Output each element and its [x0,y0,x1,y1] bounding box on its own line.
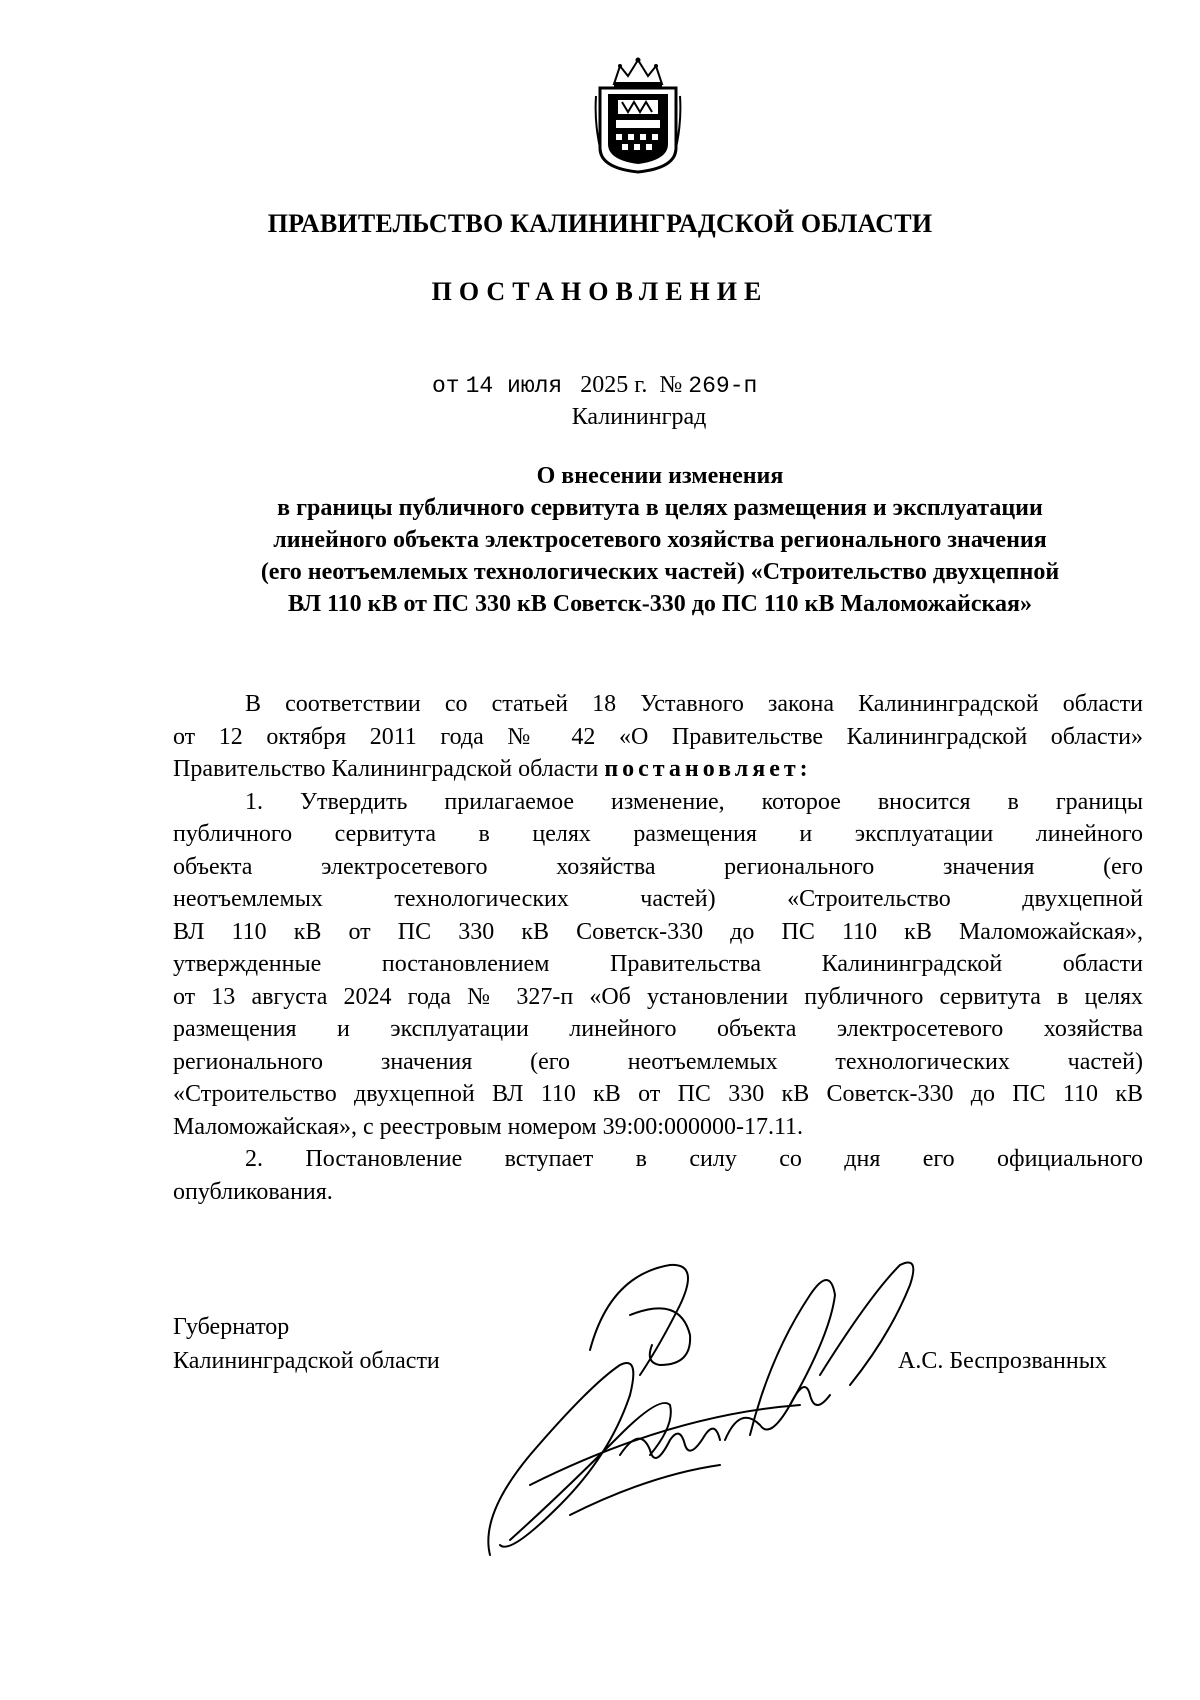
body-line: неотъемлемых технологических частей) «Строительство двухцепной [173,886,1143,912]
subject-line: в границы публичного сервитута в целях размещения и эксплуатации [277,495,1043,521]
body-line: от 13 августа 2024 года № 327-п «Об установлении публичного сервитута в целях [173,983,1143,1010]
document-subject [160,460,1160,620]
body-line: публичного сервитута в целях размещения и эксплуатации линейного [173,821,1143,847]
body-line: утвержденные постановлением Правительства Калининградской области [173,951,1143,977]
body-line: от 12 октября 2011 года № 42 «О Правительстве Калининградской области» [173,723,1143,750]
body-line: опубликования. [173,1178,333,1205]
body-line: объекта электросетевого хозяйства регионального значения (его [173,853,1143,880]
date-prefix: от [432,373,460,399]
signatory-position [173,1310,440,1378]
document-type: ПОСТАНОВЛЕНИЕ [431,277,769,306]
coat-of-arms-emblem [592,56,684,174]
body-line: регионального значения (его неотъемлемых технологических частей) [173,1048,1143,1075]
body-line: Маломожайская», с реестровым номером 39:00:000000-17.11. [173,1113,804,1140]
subject-line: линейного объекта электросетевого хозяйства регионального значения [273,527,1047,553]
preamble-subject: Правительство Калининградской области [173,756,599,782]
subject-line: ВЛ 110 кВ от ПС 330 кВ Советск-330 до ПС 110 кВ Маломожайская» [288,591,1032,617]
body-line: «Строительство двухцепной ВЛ 110 кВ от ПС 330 кВ Советск-330 до ПС 110 кВ [173,1081,1143,1107]
subject-line: О внесении изменения [536,463,784,489]
body-line: 2. Постановление вступает в силу со дня его официального [245,1146,1143,1172]
document-body [173,688,1143,1208]
signatory-title: Губернатор [173,1314,290,1340]
body-line: 1. Утвердить прилагаемое изменение, которое вносится в границы [245,788,1143,815]
body-line: размещения и эксплуатации линейного объекта электросетевого хозяйства [173,1016,1143,1042]
number-sign: № [659,372,683,398]
body-line: В соответствии со статьей 18 Уставного закона Калининградской области [245,691,1143,717]
handwritten-signature [470,1255,940,1575]
signatory-region: Калининградской области [173,1348,440,1374]
document-number: 269-п [688,373,758,399]
government-title: ПРАВИТЕЛЬСТВО КАЛИНИНГРАДСКОЙ ОБЛАСТИ [267,209,933,238]
subject-line: (его неотъемлемых технологических частей) «Строительство двухцепной [260,559,1060,585]
date-number-line [432,372,757,399]
city: Калининград [571,404,707,430]
date-year: 2025 г. [580,372,648,398]
body-line: ВЛ 110 кВ от ПС 330 кВ Советск-330 до ПС 110 кВ Маломожайская», [173,918,1143,945]
signatory-name: А.С. Беспрозванных [898,1348,1107,1374]
decrees-word: постановляет: [604,756,812,782]
date-day-month: 14 июля [465,373,563,399]
body-line [173,753,1143,786]
